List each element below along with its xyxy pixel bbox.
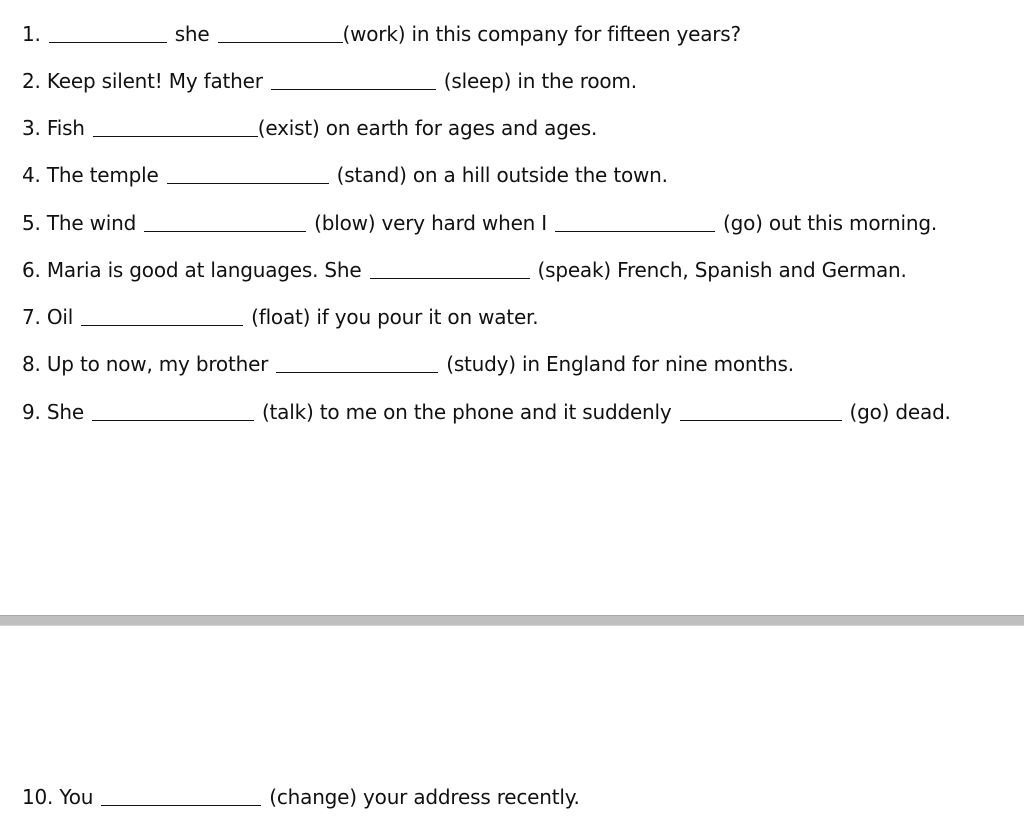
exercise-text: (talk) to me on the phone and it suddenly: [261, 400, 672, 424]
exercise-text: (stand) on a hill outside the town.: [336, 163, 668, 187]
exercise-number: 2.: [22, 69, 41, 93]
exercise-10: [22, 782, 580, 812]
exercise-text: (change) your address recently.: [269, 785, 580, 809]
exercise-number: 9.: [22, 400, 41, 424]
answer-blank[interactable]: [81, 325, 243, 326]
exercise-text: Fish: [46, 116, 85, 140]
exercise-text: You: [59, 785, 94, 809]
exercise-text: Oil: [46, 305, 74, 329]
exercise-text: The wind: [46, 211, 137, 235]
answer-blank[interactable]: [555, 231, 715, 232]
exercise-text: (go) dead.: [849, 400, 951, 424]
exercise-number: 5.: [22, 211, 41, 235]
answer-blank[interactable]: [218, 42, 343, 43]
answer-blank[interactable]: [370, 278, 530, 279]
exercise-text: Keep silent! My father: [46, 69, 263, 93]
exercise-text: She: [46, 400, 84, 424]
answer-blank[interactable]: [144, 231, 306, 232]
exercise-3: [22, 113, 597, 143]
exercise-text: (work) in this company for fifteen years?: [342, 22, 741, 46]
exercise-number: 6.: [22, 258, 41, 282]
exercise-number: 3.: [22, 116, 41, 140]
exercise-9: [22, 397, 951, 427]
answer-blank[interactable]: [92, 420, 254, 421]
answer-blank[interactable]: [680, 420, 842, 421]
page-divider: [0, 615, 1024, 626]
answer-blank[interactable]: [167, 183, 329, 184]
exercise-text: (study) in England for nine months.: [446, 352, 794, 376]
answer-blank[interactable]: [93, 136, 258, 137]
answer-blank[interactable]: [49, 42, 167, 43]
exercise-text: she: [174, 22, 210, 46]
answer-blank[interactable]: [101, 805, 261, 806]
exercise-text: Up to now, my brother: [46, 352, 269, 376]
exercise-4: [22, 160, 668, 190]
exercise-number: 10.: [22, 785, 54, 809]
exercise-text: The temple: [46, 163, 159, 187]
answer-blank[interactable]: [271, 89, 436, 90]
exercise-text: (blow) very hard when I: [314, 211, 547, 235]
answer-blank[interactable]: [276, 372, 438, 373]
exercise-number: 8.: [22, 352, 41, 376]
exercise-1: [22, 19, 741, 49]
exercise-7: [22, 302, 538, 332]
exercise-2: [22, 66, 637, 96]
exercise-6: [22, 255, 907, 285]
exercise-8: [22, 349, 794, 379]
exercise-text: (exist) on earth for ages and ages.: [257, 116, 598, 140]
exercise-text: (speak) French, Spanish and German.: [537, 258, 907, 282]
exercise-text: (sleep) in the room.: [443, 69, 637, 93]
exercise-number: 7.: [22, 305, 41, 329]
exercise-text: (go) out this morning.: [723, 211, 938, 235]
exercise-number: 4.: [22, 163, 41, 187]
exercise-text: Maria is good at languages. She: [46, 258, 362, 282]
exercise-text: (float) if you pour it on water.: [251, 305, 539, 329]
exercise-number: 1.: [22, 22, 41, 46]
exercise-5: [22, 208, 937, 238]
